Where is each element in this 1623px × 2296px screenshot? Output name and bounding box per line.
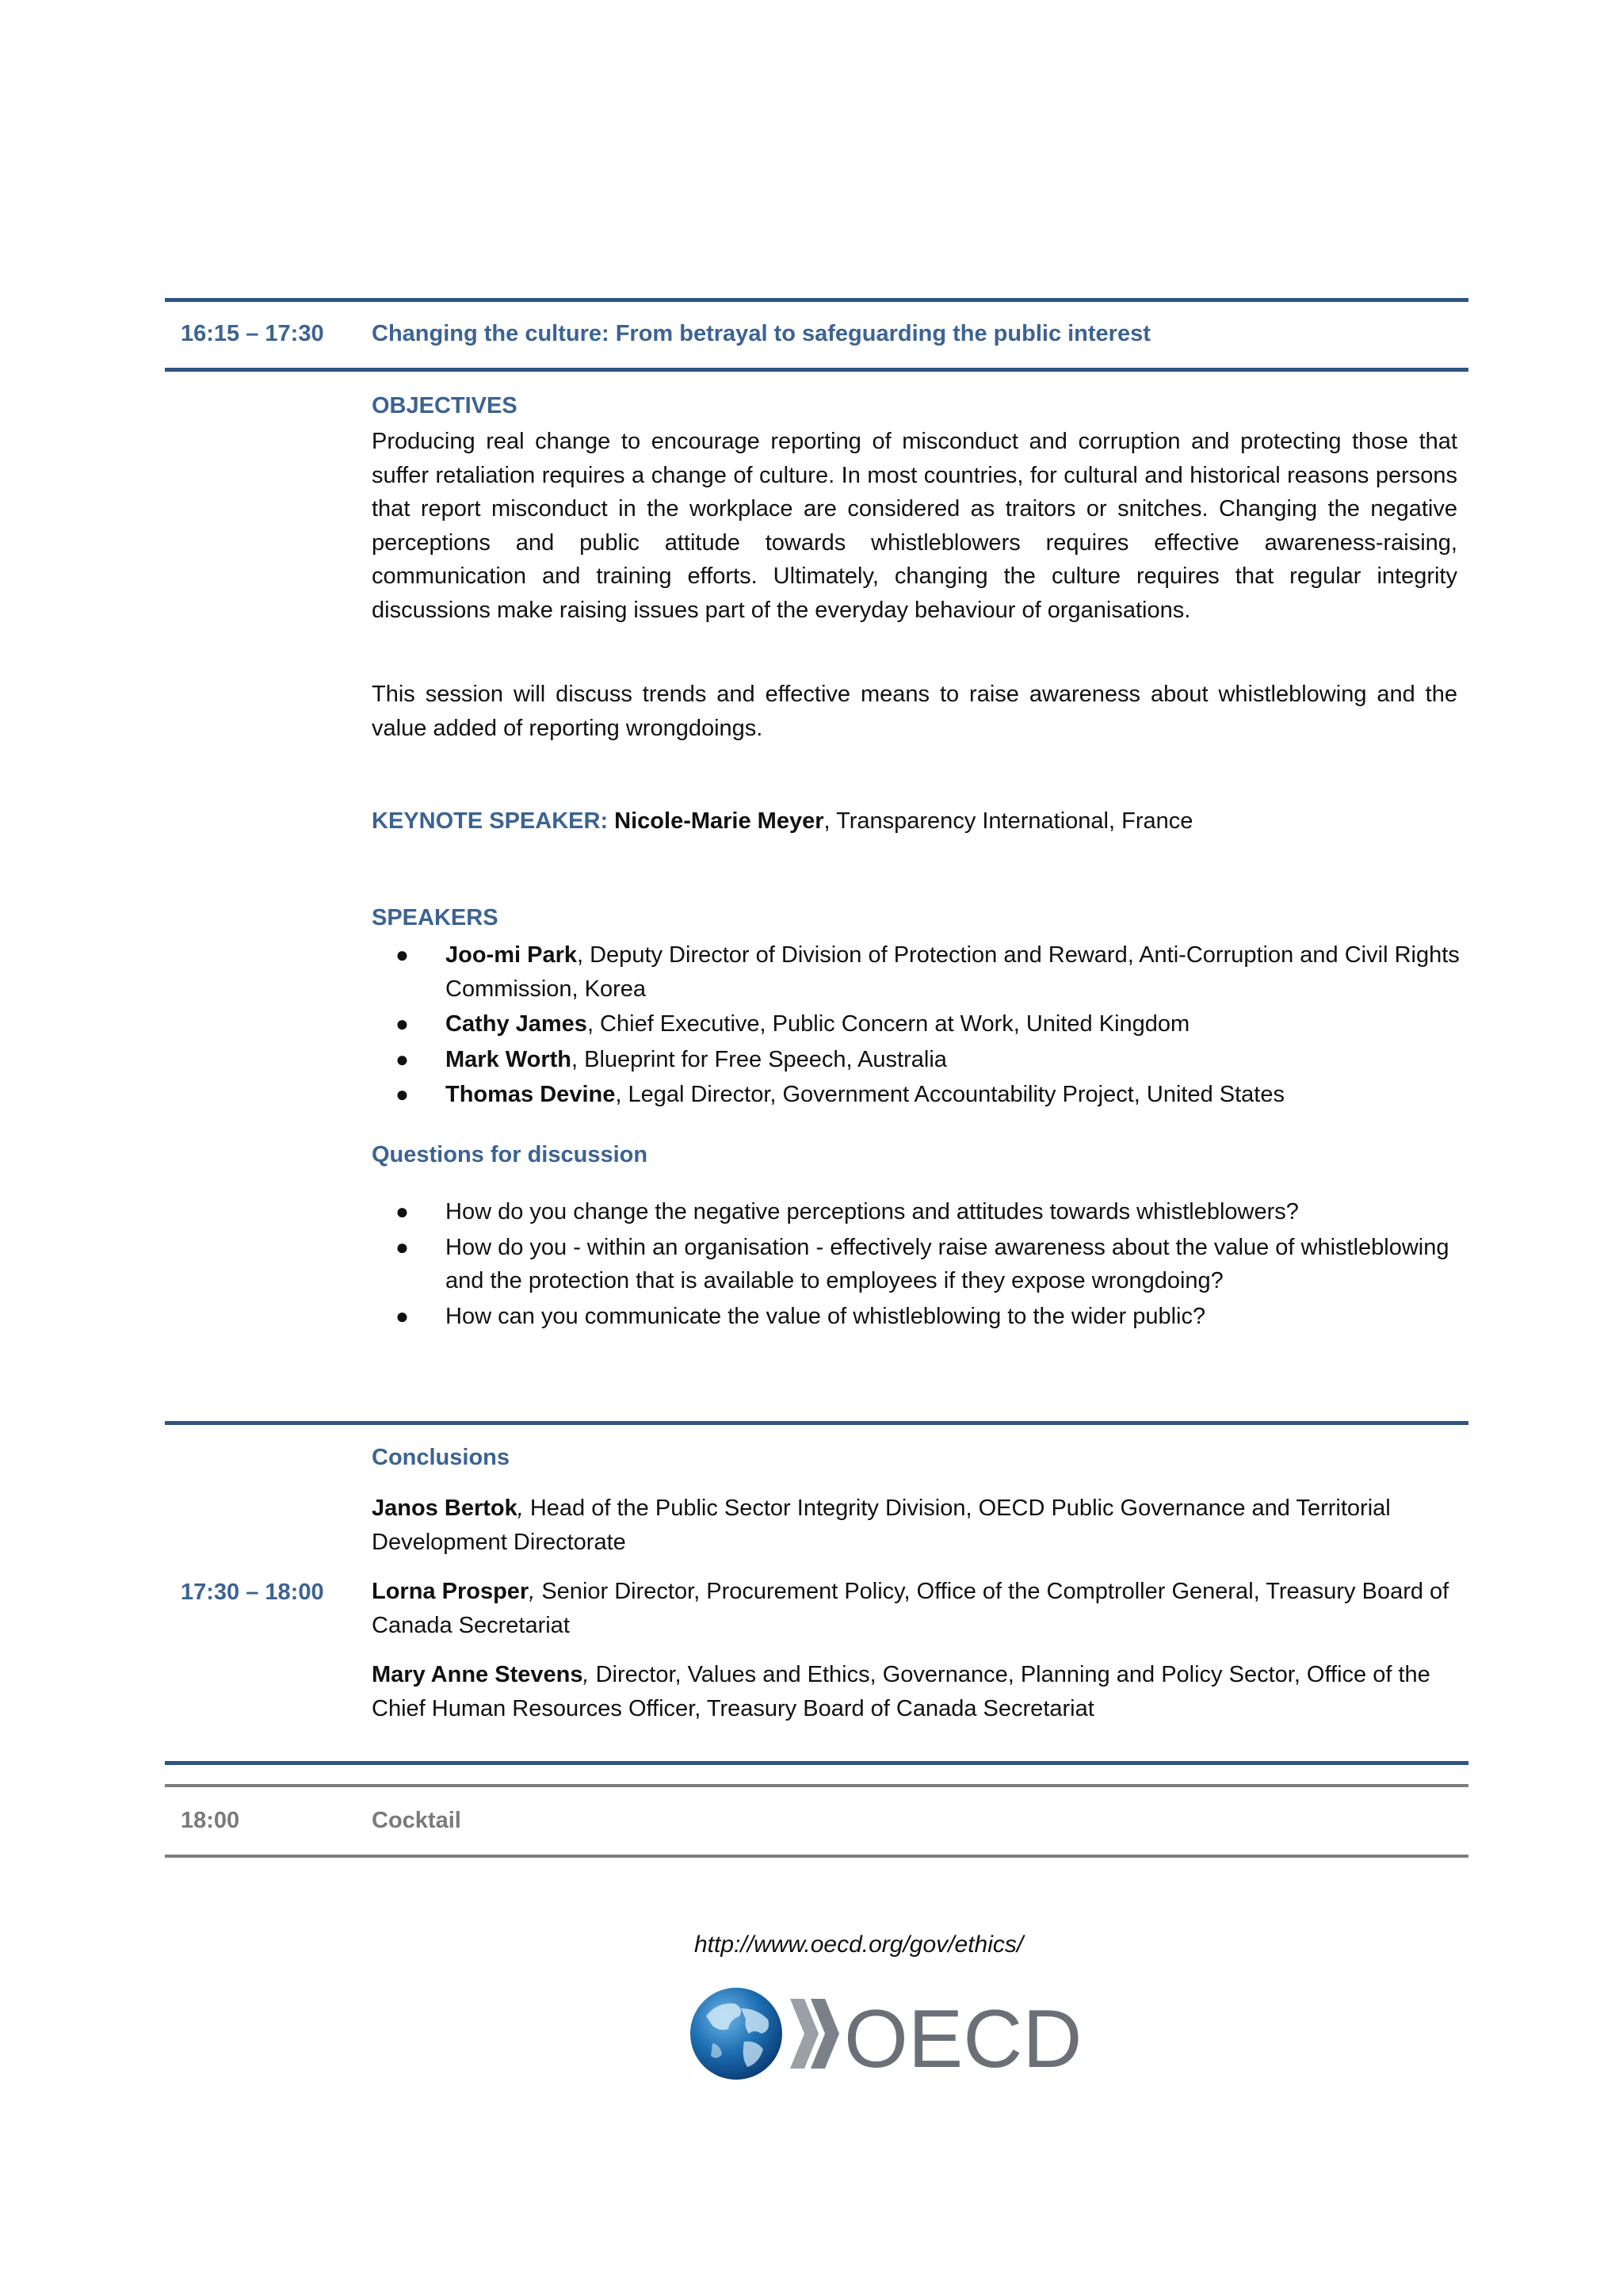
cocktail-top-rule — [165, 1784, 1468, 1787]
keynote-name: Nicole-Marie Meyer — [614, 808, 824, 834]
speaker-name: Cathy James — [445, 1011, 587, 1037]
objectives-heading: OBJECTIVES — [372, 393, 517, 418]
speaker-affiliation: , Deputy Director of Division of Protection and Reward, Anti-Corruption and Civil Rights Commission, Korea — [445, 942, 1460, 1002]
question-text: How can you communicate the value of whistleblowing to the wider public? — [445, 1303, 1206, 1329]
list-item — [372, 1007, 1465, 1041]
speaker-affiliation: , Legal Director, Government Accountability Project, United States — [615, 1082, 1285, 1107]
list-item — [372, 1195, 1465, 1229]
conclusion-speaker — [372, 1658, 1465, 1725]
oecd-globe-logo-icon — [689, 1985, 1085, 2088]
conclusions-heading: Conclusions — [372, 1445, 510, 1470]
cocktail-title: Cocktail — [372, 1808, 461, 1833]
conclusion-speaker — [372, 1575, 1465, 1642]
speaker-name: Lorna Prosper — [372, 1579, 529, 1604]
speaker-name: Thomas Devine — [445, 1082, 616, 1107]
session-time: 16:15 – 17:30 — [181, 321, 324, 346]
speaker-affiliation: Head of the Public Sector Integrity Division, OECD Public Governance and Territorial Development Directorate — [372, 1496, 1391, 1555]
speaker-comma: , — [582, 1662, 590, 1687]
list-item — [372, 1300, 1465, 1334]
conclusions-bottom-rule — [165, 1761, 1468, 1765]
speaker-comma: , — [529, 1579, 536, 1604]
conclusions-top-rule — [165, 1421, 1468, 1425]
list-item — [372, 1078, 1465, 1112]
oecd-logo-text: OECD — [844, 1993, 1083, 2085]
bullet-icon: ● — [395, 1234, 409, 1259]
cocktail-bottom-rule — [165, 1855, 1468, 1858]
speakers-heading: SPEAKERS — [372, 905, 498, 930]
list-item — [372, 1043, 1465, 1077]
question-text: How do you change the negative perceptions and attitudes towards whistleblowers? — [445, 1199, 1299, 1224]
conclusions-time: 17:30 – 18:00 — [181, 1580, 324, 1605]
bullet-icon: ● — [395, 1199, 409, 1224]
questions-list — [372, 1195, 1465, 1333]
speaker-comma: , — [517, 1496, 524, 1521]
keynote-label: KEYNOTE SPEAKER: — [372, 808, 609, 834]
keynote-affiliation: , Transparency International, France — [823, 808, 1193, 834]
speaker-affiliation: , Blueprint for Free Speech, Australia — [571, 1046, 947, 1072]
speaker-name: Mark Worth — [445, 1046, 571, 1072]
speaker-affiliation: Senior Director, Procurement Policy, Office of the Comptroller General, Treasury Board of Canada Secretariat — [372, 1579, 1449, 1638]
list-item — [372, 938, 1465, 1006]
session-title: Changing the culture: From betrayal to safeguarding the public interest — [372, 321, 1151, 346]
question-text: How do you - within an organisation - effectively raise awareness about the value of whistleblowing and the protection that is available to employees if they expose wrongdoing? — [445, 1234, 1449, 1293]
cocktail-time: 18:00 — [181, 1808, 240, 1833]
session-header-rule — [165, 368, 1468, 372]
bullet-icon: ● — [395, 1082, 409, 1106]
bullet-icon: ● — [395, 1046, 409, 1072]
bullet-icon: ● — [395, 942, 409, 967]
questions-heading: Questions for discussion — [372, 1142, 648, 1167]
speaker-name: Janos Bertok — [372, 1496, 517, 1521]
bullet-icon: ● — [395, 1303, 409, 1328]
bullet-icon: ● — [395, 1011, 409, 1036]
keynote-speaker-line — [372, 804, 1457, 839]
speaker-name: Mary Anne Stevens — [372, 1662, 583, 1687]
speakers-list — [372, 938, 1465, 1112]
speaker-name: Joo-mi Park — [445, 942, 577, 968]
list-item — [372, 1231, 1465, 1298]
speaker-affiliation: , Chief Executive, Public Concern at Work, United Kingdom — [586, 1011, 1190, 1037]
footer-url[interactable]: http://www.oecd.org/gov/ethics/ — [694, 1931, 1024, 1958]
objectives-paragraph-2: This session will discuss trends and effective means to raise awareness about whistleblowing and the value added of reporting wrongdoings. — [372, 682, 1457, 741]
session-top-rule — [165, 298, 1468, 302]
objectives-paragraph: Producing real change to encourage reporting of misconduct and corruption and protecting those that suffer retaliation requires a change of culture. In most countries, for cultural and historical reasons persons that report misconduct in the workplace are considered as traitors or snitches. Changing the negative perceptions and public attitude towards whistleblowers requires effective awareness-raising, communication and training efforts. Ultimately, changing the culture requires that regular integrity discussions make raising issues part of the everyday behaviour of organisations. — [372, 429, 1457, 623]
speaker-affiliation: Director, Values and Ethics, Governance, Planning and Policy Sector, Office of the Chief Human Resources Officer, Treasury Board of Canada Secretariat — [372, 1662, 1430, 1721]
conclusion-speaker — [372, 1492, 1465, 1559]
